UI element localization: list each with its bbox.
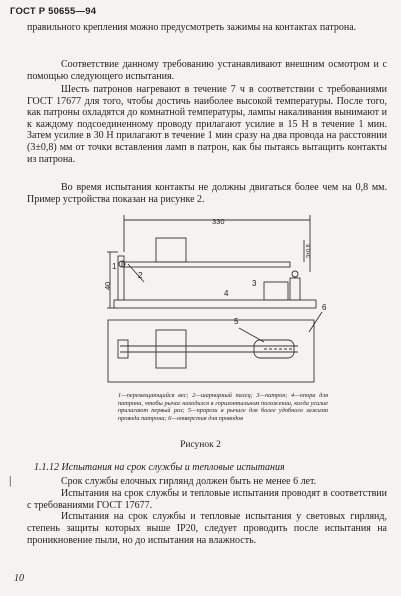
paragraph-1 (27, 22, 387, 34)
document-header: ГОСТ Р 50655—94 (10, 6, 97, 17)
section-body (27, 476, 387, 547)
figure-label-3: 3 (252, 279, 257, 288)
paragraph-4-text: Во время испытания контакты не должны двигаться более чем на 0,8 мм. Пример устройства показан на рисунке 2. (27, 182, 387, 205)
paragraph-5-text: Срок службы елочных гирлянд должен быть не менее 6 лет. (61, 476, 317, 487)
margin-mark: | (9, 473, 12, 487)
paragraph-3-text: Шесть патронов нагревают в течение 7 ч в соответствии с требованиями ГОСТ 17677 для того, чтобы достичь наиболее высокой температуры. После того, как патроны охладятся до комнатной температуры, лампы накаливания вынимают и к каждому подсоединенному проводу прилагают усилие в 15 Н в течение 1 мин. Затем усилие в 30 Н прилагают в течение 1 мин сразу на два провода на расстоянии (3±0,8) мм от точки вставления ламп в патрон, как бы пытаясь вытащить контакты из патрона. (27, 84, 387, 165)
paragraph-7-text: Испытания на срок службы и тепловые испытания у световых гирлянд, степень защиты которых выше IP20, следует проводить после испытания на проникновение пыли, но до испытания на влажность. (27, 511, 387, 546)
paragraph-1-text: правильного крепления можно предусмотреть зажимы на контактах патрона. (27, 22, 357, 33)
figure-legend: 1—перемещающийся вес; 2—шарнирный палец; 3—патрон; 4—опора для патрона, чтобы рычаг находился в горизонтальном положении, когда усилие прилагают первый раз; 5—прорези в рычаге для более удобного зажима провода патрона; 6—отверстия для проводов (118, 392, 328, 422)
dimension-width-label: 330 (212, 217, 225, 226)
section-heading (34, 462, 389, 474)
paragraph-4 (27, 182, 387, 205)
test-device-drawing (104, 212, 334, 388)
paragraph-2 (27, 59, 387, 82)
figure-label-4: 4 (224, 289, 229, 298)
page-number: 10 (14, 573, 24, 584)
paragraph-2-text: Соответствие данному требованию устанавливают внешним осмотром и с помощью следующего испытания. (27, 59, 387, 82)
section-title: 1.1.12 Испытания на срок службы и тепловые испытания (34, 462, 285, 473)
paragraph-6-text: Испытания на срок службы и тепловые испытания проводят в соответствии с требованиями ГОСТ 17677. (27, 487, 387, 511)
figure-label-2: 2 (138, 271, 143, 280)
figure-label-1: 1 (112, 262, 117, 271)
figure-title: Рисунок 2 (180, 440, 221, 450)
paragraph-3 (27, 84, 387, 165)
dimension-height-label: 40 (103, 281, 112, 290)
dimension-small-label: 3±0,8 (306, 244, 312, 258)
figure-label-6: 6 (322, 303, 327, 312)
figure-label-5: 5 (234, 317, 239, 326)
